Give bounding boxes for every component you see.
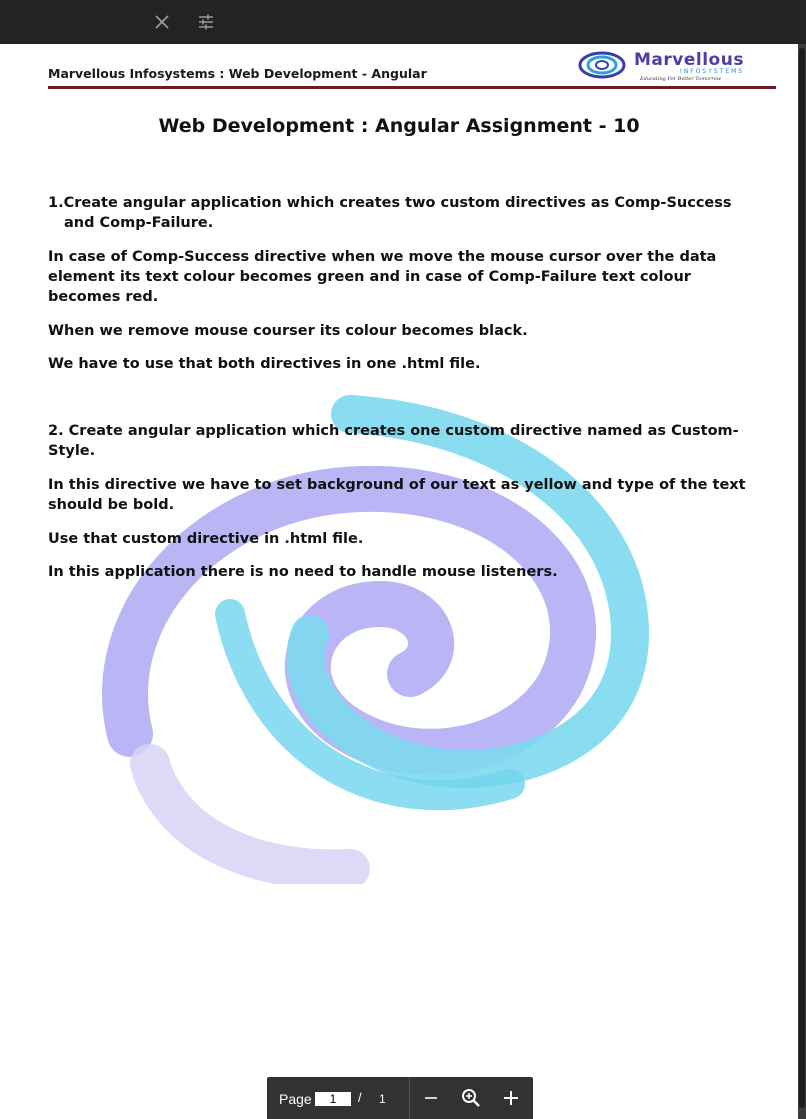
zoom-icon (461, 1088, 481, 1108)
logo-wordmark: Marvellous (634, 50, 744, 70)
plus-icon (502, 1089, 520, 1107)
close-icon[interactable] (149, 9, 175, 35)
q1-heading-line2: and Comp-Failure. (64, 215, 214, 231)
tune-icon[interactable] (193, 9, 219, 35)
q1-paragraph-3: When we remove mouse courser its colour becomes black. (48, 323, 528, 339)
zoom-in-button[interactable] (500, 1087, 522, 1109)
company-logo (578, 48, 778, 84)
logo-swirl-icon (578, 50, 630, 80)
logo-tagline: Educating For Better Tomorrow (640, 76, 722, 82)
logo-subtitle: INFOSYSTEMS (680, 68, 745, 75)
q1-heading-line1: 1.Create angular application which creates two custom directives as Comp-Success (48, 195, 732, 211)
zoom-out-button[interactable] (420, 1087, 442, 1109)
q2-heading: 2. Create angular application which creates one custom directive named as Custom-Style. (48, 423, 739, 459)
zoom-button[interactable] (460, 1087, 482, 1109)
page-label: Page (279, 1091, 312, 1107)
total-pages: 1 (379, 1092, 386, 1106)
q1-paragraph-4: We have to use that both directives in one .html file. (48, 356, 481, 372)
document-title: Web Development : Angular Assignment - 10 (158, 115, 640, 137)
toolbar-divider (409, 1077, 410, 1119)
header-rule (48, 86, 776, 89)
page-separator: / (358, 1090, 362, 1105)
page-toolbar (267, 1077, 533, 1119)
q2-paragraph-2: In this directive we have to set background of our text as yellow and type of the text should be bold. (48, 477, 746, 513)
q2-paragraph-4: In this application there is no need to handle mouse listeners. (48, 564, 558, 580)
q2-paragraph-3: Use that custom directive in .html file. (48, 531, 364, 547)
minus-icon (423, 1090, 439, 1106)
document-header: Marvellous Infosystems : Web Development - Angular (48, 66, 427, 81)
page-number-input[interactable]: 1 (315, 1092, 351, 1106)
scrollbar-thumb[interactable] (799, 48, 805, 1108)
pdf-page (0, 44, 798, 1119)
viewer-top-bar (0, 0, 806, 44)
q1-paragraph-2: In case of Comp-Success directive when we move the mouse cursor over the data element its text colour becomes green and in case of Comp-Failure text colour becomes red. (48, 249, 717, 305)
